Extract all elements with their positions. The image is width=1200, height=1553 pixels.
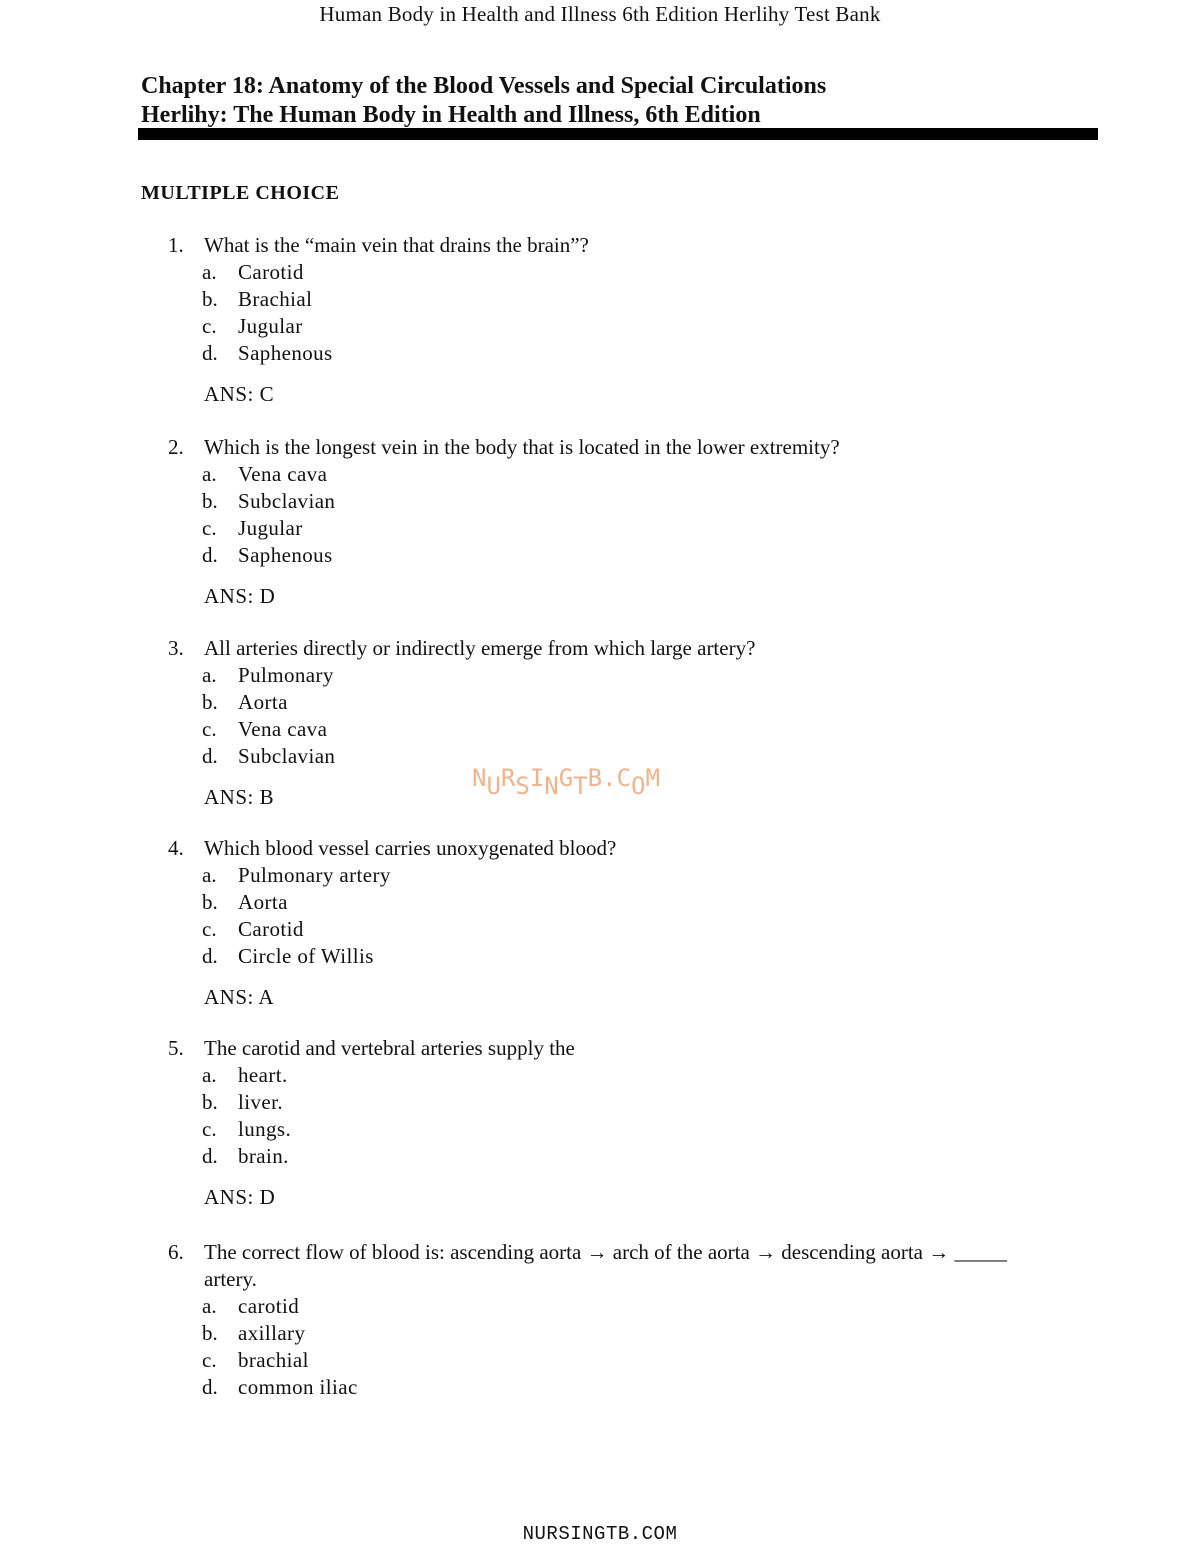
option-b — [202, 488, 1068, 515]
question-text: Which is the longest vein in the body that is located in the lower extremity? — [204, 435, 840, 459]
option-letter: d. — [202, 543, 218, 567]
option-d — [202, 542, 1068, 569]
option-a — [202, 1062, 1068, 1089]
option-letter: d. — [202, 944, 218, 968]
option-d — [202, 943, 1068, 970]
watermark-letter: U — [486, 772, 501, 800]
answer-options — [202, 259, 1068, 367]
option-letter: d. — [202, 1144, 218, 1168]
option-b — [202, 1089, 1068, 1116]
option-a — [202, 1293, 1048, 1320]
option-text: Saphenous — [238, 543, 333, 567]
option-text: heart. — [238, 1063, 288, 1087]
option-text: carotid — [238, 1294, 300, 1318]
title-divider — [138, 128, 1098, 140]
option-d — [202, 1374, 1048, 1401]
option-text: Vena cava — [238, 717, 328, 741]
option-letter: a. — [202, 462, 217, 486]
answer-options — [202, 662, 1068, 770]
watermark-letter: . — [602, 764, 617, 792]
question-number: 6. — [168, 1240, 184, 1264]
watermark-letter: N — [544, 772, 559, 800]
answer-key: ANS: D — [204, 584, 276, 608]
option-letter: a. — [202, 1063, 217, 1087]
watermark-letter: N — [472, 764, 487, 792]
option-b — [202, 286, 1068, 313]
option-text: Carotid — [238, 260, 304, 284]
answer-key: ANS: C — [204, 382, 275, 406]
option-a — [202, 862, 1068, 889]
option-letter: b. — [202, 690, 218, 714]
option-text: Aorta — [238, 890, 288, 914]
option-text: Pulmonary — [238, 663, 334, 687]
question-text: The carotid and vertebral arteries supply the — [204, 1036, 575, 1060]
option-text: Subclavian — [238, 489, 336, 513]
option-letter: d. — [202, 744, 218, 768]
answer-options — [202, 862, 1068, 970]
option-a — [202, 662, 1068, 689]
option-c — [202, 716, 1068, 743]
option-text: lungs. — [238, 1117, 292, 1141]
option-text: Saphenous — [238, 341, 333, 365]
question-number: 2. — [168, 435, 184, 459]
option-letter: a. — [202, 663, 217, 687]
question-text: All arteries directly or indirectly emerge from which large artery? — [204, 636, 756, 660]
option-letter: c. — [202, 1348, 217, 1372]
option-text: Pulmonary artery — [238, 863, 391, 887]
answer-key: ANS: B — [204, 785, 275, 809]
option-letter: c. — [202, 917, 217, 941]
option-c — [202, 916, 1068, 943]
question-6 — [168, 1239, 1048, 1401]
option-text: Subclavian — [238, 744, 336, 768]
option-letter: a. — [202, 863, 217, 887]
option-c — [202, 1116, 1068, 1143]
option-letter: c. — [202, 1117, 217, 1141]
option-text: Vena cava — [238, 462, 328, 486]
option-text: brachial — [238, 1348, 309, 1372]
option-text: axillary — [238, 1321, 306, 1345]
option-letter: b. — [202, 1321, 218, 1345]
option-b — [202, 1320, 1048, 1347]
option-text: common iliac — [238, 1375, 358, 1399]
watermark-letter: I — [529, 764, 545, 792]
question-text: The correct flow of blood is: ascending aorta → arch of the aorta → descending aorta → _____ artery. — [204, 1240, 1007, 1291]
watermark — [472, 764, 660, 800]
watermark-letter: B — [587, 764, 603, 792]
page-footer: NURSINGTB.COM — [522, 1523, 678, 1545]
chapter-title — [141, 72, 826, 130]
section-heading: MULTIPLE CHOICE — [141, 182, 340, 204]
option-letter: b. — [202, 1090, 218, 1114]
option-c — [202, 313, 1068, 340]
option-letter: c. — [202, 717, 217, 741]
question-number: 3. — [168, 636, 184, 660]
option-letter: b. — [202, 489, 218, 513]
option-d — [202, 340, 1068, 367]
option-letter: d. — [202, 1375, 218, 1399]
chapter-title-line1: Chapter 18: Anatomy of the Blood Vessels and Special Circulations — [141, 73, 827, 99]
option-letter: b. — [202, 287, 218, 311]
question-4 — [168, 835, 1068, 1011]
answer-options — [202, 461, 1068, 569]
question-number: 4. — [168, 836, 184, 860]
chapter-title-line2: Herlihy: The Human Body in Health and Illness, 6th Edition — [141, 102, 761, 128]
question-number: 1. — [168, 233, 184, 257]
option-a — [202, 259, 1068, 286]
option-text: Aorta — [238, 690, 288, 714]
option-b — [202, 889, 1068, 916]
option-c — [202, 1347, 1048, 1374]
question-2 — [168, 434, 1068, 610]
option-text: Circle of Willis — [238, 944, 374, 968]
page-header: Human Body in Health and Illness 6th Edition Herlihy Test Bank — [319, 2, 881, 26]
option-letter: a. — [202, 260, 217, 284]
question-1 — [168, 232, 1068, 408]
answer-key: ANS: A — [204, 985, 275, 1009]
option-text: Carotid — [238, 917, 304, 941]
answer-key: ANS: D — [204, 1185, 276, 1209]
watermark-letter: R — [500, 764, 516, 792]
option-d — [202, 1143, 1068, 1170]
watermark-letter: O — [630, 772, 646, 800]
watermark-letter: M — [645, 764, 660, 792]
option-text: Jugular — [238, 516, 303, 540]
watermark-letter: S — [515, 772, 530, 800]
option-b — [202, 689, 1068, 716]
question-number: 5. — [168, 1036, 184, 1060]
option-a — [202, 461, 1068, 488]
answer-options — [202, 1062, 1068, 1170]
option-letter: c. — [202, 516, 217, 540]
watermark-letter: T — [573, 772, 588, 800]
option-letter: a. — [202, 1294, 217, 1318]
option-letter: c. — [202, 314, 217, 338]
watermark-letter: G — [558, 764, 574, 792]
option-text: liver. — [238, 1090, 283, 1114]
option-letter: b. — [202, 890, 218, 914]
question-text: Which blood vessel carries unoxygenated blood? — [204, 836, 617, 860]
question-5 — [168, 1035, 1068, 1211]
answer-options — [202, 1293, 1048, 1401]
option-text: Jugular — [238, 314, 303, 338]
option-c — [202, 515, 1068, 542]
option-text: Brachial — [238, 287, 313, 311]
watermark-letter: C — [616, 764, 631, 792]
question-text: What is the “main vein that drains the brain”? — [204, 233, 589, 257]
option-text: brain. — [238, 1144, 289, 1168]
option-letter: d. — [202, 341, 218, 365]
